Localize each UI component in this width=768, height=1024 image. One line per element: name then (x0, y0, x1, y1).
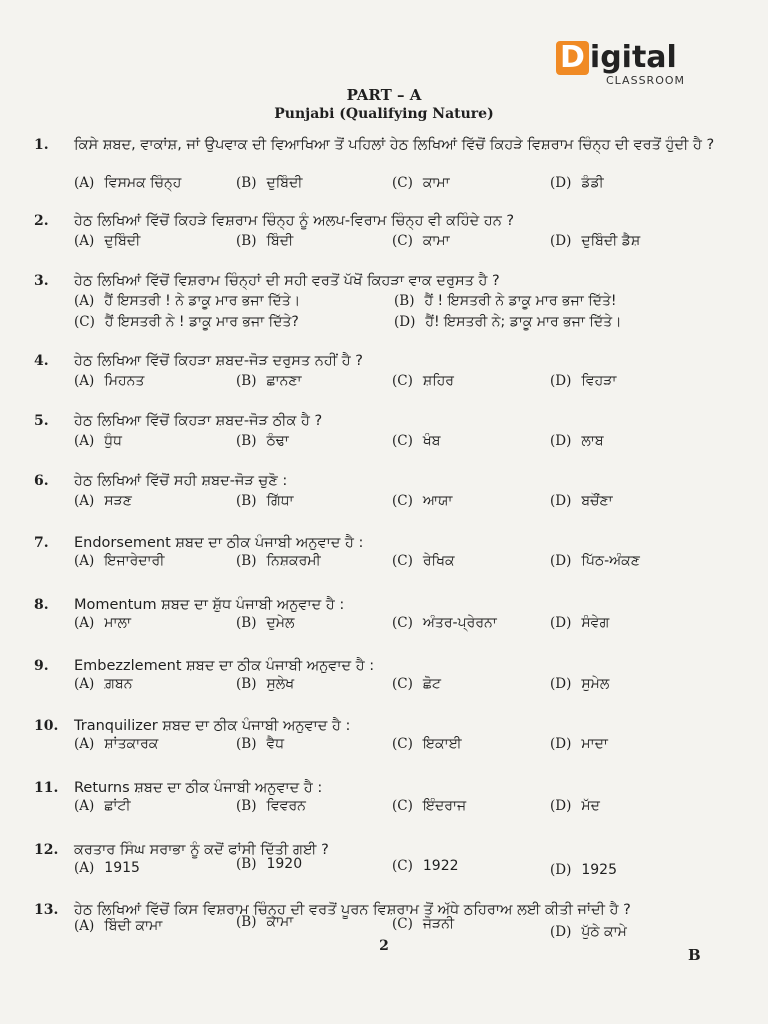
option-b[interactable]: (B) ਦੁਬਿੰਦੀ (236, 175, 303, 191)
option-d[interactable]: (D) ਬਚੌਂਣਾ (550, 493, 613, 509)
option-d[interactable]: (D) ਪੁੱਠੇ ਕਾਮੇ (550, 924, 627, 940)
question-text: ਹੇਠ ਲਿਖਿਆਂ ਵਿੱਚੋਂ ਕਿਹੜੇ ਵਿਸ਼ਰਾਮ ਚਿੰਨ੍ਹ ਨੂੰ ਅਲਪ-ਵਿਰਾਮ ਚਿੰਨ੍ਹ ਵੀ ਕਹਿੰਦੇ ਹਨ ? (74, 213, 515, 229)
option-c[interactable]: (C) ਕਾਮਾ (392, 233, 450, 249)
option-c[interactable]: (C) ਰੇਖਿਕ (392, 553, 455, 569)
question-number: 1. (34, 137, 49, 153)
option-b[interactable]: (B) ਨਿਸ਼ਕਰਮੀ (236, 553, 321, 569)
option-b[interactable]: (B) ਦੁਮੇਲ (236, 615, 295, 631)
question-number: 3. (34, 273, 49, 289)
option-c[interactable]: (C) ਇਕਾਈ (392, 736, 462, 752)
question-text: ਹੇਠ ਲਿਖਿਆ ਵਿੱਚੋਂ ਕਿਹੜਾ ਸ਼ਬਦ-ਜੋੜ ਦਰੁਸਤ ਨਹੀਂ ਹੈ ? (74, 353, 363, 369)
option-a[interactable]: (A) ਮਿਹਨਤ (74, 373, 145, 389)
section-subtitle: Punjabi (Qualifying Nature) (274, 106, 494, 122)
option-c[interactable]: (C) ਆਯਾ (392, 493, 453, 509)
option-d[interactable]: (D) ਡੰਡੀ (550, 175, 604, 191)
question-number: 12. (34, 842, 59, 858)
option-a[interactable]: (A) ਧੁੰਧ (74, 433, 122, 449)
question-number: 5. (34, 413, 49, 429)
logo-word (556, 40, 677, 76)
question-number: 8. (34, 597, 49, 613)
question-text: ਹੇਠ ਲਿਖਿਆ ਵਿੱਚੋਂ ਕਿਹੜਾ ਸ਼ਬਦ-ਜੋੜ ਠੀਕ ਹੈ ? (74, 413, 323, 429)
option-b[interactable]: (B) ਸੁਲੇਖ (236, 676, 295, 692)
option-b[interactable]: (B) ਠੰਢਾ (236, 433, 289, 449)
question-number: 4. (34, 353, 49, 369)
logo-letter: D (556, 41, 589, 75)
option-d[interactable]: (D) ਮੱਦ (550, 798, 600, 814)
option-a[interactable]: (A) ਬਿੰਦੀ ਕਾਮਾ (74, 918, 163, 934)
option-d[interactable]: (D) ਲਾਬ (550, 433, 604, 449)
option-c[interactable]: (C) ਜੋੜਨੀ (392, 916, 455, 932)
question-number: 11. (34, 780, 59, 796)
question-number: 9. (34, 658, 49, 674)
part-heading: PART – A (346, 86, 422, 104)
question-text: Endorsement ਸ਼ਬਦ ਦਾ ਠੀਕ ਪੰਜਾਬੀ ਅਨੁਵਾਦ ਹੈ : (74, 535, 364, 551)
option-d[interactable]: (D) ਹੈਂ! ਇਸਤਰੀ ਨੇ; ਡਾਕੂ ਮਾਰ ਭਜਾ ਦਿੱਤੇ। (394, 314, 622, 330)
option-b[interactable]: (B) 1920 (236, 856, 303, 872)
option-c[interactable]: (C) 1922 (392, 858, 459, 874)
question-text: Tranquilizer ਸ਼ਬਦ ਦਾ ਠੀਕ ਪੰਜਾਬੀ ਅਨੁਵਾਦ ਹੈ : (74, 718, 351, 734)
option-b[interactable]: (B) ਵੈਧ (236, 736, 285, 752)
option-a[interactable]: (A) ਵਿਸਮਕ ਚਿੰਨ੍ਹ (74, 175, 182, 191)
option-a[interactable]: (A) ਇਜਾਰੇਦਾਰੀ (74, 553, 165, 569)
option-d[interactable]: (D) ਵਿਹੜਾ (550, 373, 617, 389)
option-a[interactable]: (A) ਸ਼ਾਂਤਕਾਰਕ (74, 736, 159, 752)
option-d[interactable]: (D) ਸੁਮੇਲ (550, 676, 610, 692)
question-number: 13. (34, 902, 59, 918)
question-number: 7. (34, 535, 49, 551)
question-number: 2. (34, 213, 49, 229)
question-text: Momentum ਸ਼ਬਦ ਦਾ ਸ਼ੁੱਧ ਪੰਜਾਬੀ ਅਨੁਵਾਦ ਹੈ : (74, 597, 345, 613)
question-number: 10. (34, 718, 59, 734)
question-text: Returns ਸ਼ਬਦ ਦਾ ਠੀਕ ਪੰਜਾਬੀ ਅਨੁਵਾਦ ਹੈ : (74, 780, 323, 796)
logo-rest: igital (589, 40, 677, 75)
option-b[interactable]: (B) ਕਾਮਾ (236, 914, 294, 930)
option-b[interactable]: (B) ਬਿੰਦੀ (236, 233, 294, 249)
option-a[interactable]: (A) ਹੈਂ ਇਸਤਰੀ ! ਨੇ ਡਾਕੂ ਮਾਰ ਭਜਾ ਦਿੱਤੇ। (74, 293, 301, 309)
page-number: 2 (379, 938, 389, 954)
option-a[interactable]: (A) ਗ਼ਬਨ (74, 676, 133, 692)
question-text: Embezzlement ਸ਼ਬਦ ਦਾ ਠੀਕ ਪੰਜਾਬੀ ਅਨੁਵਾਦ ਹੈ : (74, 658, 375, 674)
option-c[interactable]: (C) ਹੈਂ ਇਸਤਰੀ ਨੇ ! ਡਾਕੂ ਮਾਰ ਭਜਾ ਦਿੱਤੇ? (74, 314, 299, 330)
option-d[interactable]: (D) ਸੰਵੇਗ (550, 615, 610, 631)
question-number: 6. (34, 473, 49, 489)
option-c[interactable]: (C) ਇੰਦਰਾਜ (392, 798, 467, 814)
option-c[interactable]: (C) ਕਾਮਾ (392, 175, 450, 191)
option-a[interactable]: (A) ਸੜਣ (74, 493, 132, 509)
option-b[interactable]: (B) ਵਿਵਰਨ (236, 798, 306, 814)
option-d[interactable]: (D) 1925 (550, 862, 617, 878)
question-text: ਹੇਠ ਲਿਖਿਆਂ ਵਿੱਚੋਂ ਕਿਸ ਵਿਸ਼ਰਾਮ ਚਿੰਨ੍ਹ ਦੀ ਵਰਤੋਂ ਪੂਰਨ ਵਿਸ਼ਰਾਮ ਤੋਂ ਅੱਧੇ ਠਹਿਰਾਅ ਲਈ ਕੀਤੀ ਜਾਂਦੀ ਹੈ ? (74, 902, 631, 918)
option-a[interactable]: (A) ਦੁਬਿੰਦੀ (74, 233, 141, 249)
option-d[interactable]: (D) ਮਾਦਾ (550, 736, 608, 752)
option-b[interactable]: (B) ਛਾਨਣਾ (236, 373, 302, 389)
question-text: ਕਰਤਾਰ ਸਿੰਘ ਸਰਾਭਾ ਨੂੰ ਕਦੋਂ ਫਾਂਸੀ ਦਿੱਤੀ ਗਈ ? (74, 842, 329, 858)
option-c[interactable]: (C) ਸ਼ਹਿਰ (392, 373, 454, 389)
option-a[interactable]: (A) 1915 (74, 860, 140, 876)
question-text: ਹੇਠ ਲਿਖਿਆਂ ਵਿੱਚੋਂ ਵਿਸ਼ਰਾਮ ਚਿੰਨ੍ਹਾਂ ਦੀ ਸਹੀ ਵਰਤੋਂ ਪੱਖੋਂ ਕਿਹੜਾ ਵਾਕ ਦਰੁਸਤ ਹੈ ? (74, 273, 500, 289)
option-c[interactable]: (C) ਅੰਤਰ-ਪ੍ਰੇਰਨਾ (392, 615, 497, 631)
logo-subtitle: CLASSROOM (606, 74, 686, 87)
option-c[interactable]: (C) ਖੰਬ (392, 433, 441, 449)
booklet-set-code: B (688, 946, 701, 964)
option-d[interactable]: (D) ਪਿੱਠ-ਅੰਕਣ (550, 553, 640, 569)
option-b[interactable]: (B) ਗਿੱਧਾ (236, 493, 294, 509)
option-a[interactable]: (A) ਛਾਂਟੀ (74, 798, 131, 814)
question-text: ਹੇਠ ਲਿਖਿਆਂ ਵਿੱਚੋਂ ਸਹੀ ਸ਼ਬਦ-ਜੋੜ ਚੁਣੋ : (74, 473, 288, 489)
option-c[interactable]: (C) ਛੋਟ (392, 676, 442, 692)
option-b[interactable]: (B) ਹੈਂ ! ਇਸਤਰੀ ਨੇ ਡਾਕੂ ਮਾਰ ਭਜਾ ਦਿੱਤੇ! (394, 293, 617, 309)
question-text: ਕਿਸੇ ਸ਼ਬਦ, ਵਾਕਾਂਸ਼, ਜਾਂ ਉਪਵਾਕ ਦੀ ਵਿਆਖਿਆ ਤੋਂ ਪਹਿਲਾਂ ਹੇਠ ਲਿਖਿਆਂ ਵਿੱਚੋਂ ਕਿਹੜੇ ਵਿਸ਼ਰਾਮ ਚਿੰਨ੍ਹ ਦੀ ਵਰਤੋਂ ਹੁੰਦੀ ਹੈ ? (74, 137, 715, 153)
option-a[interactable]: (A) ਮਾਲਾ (74, 615, 131, 631)
option-d[interactable]: (D) ਦੁਬਿੰਦੀ ਡੈਸ਼ (550, 233, 641, 249)
